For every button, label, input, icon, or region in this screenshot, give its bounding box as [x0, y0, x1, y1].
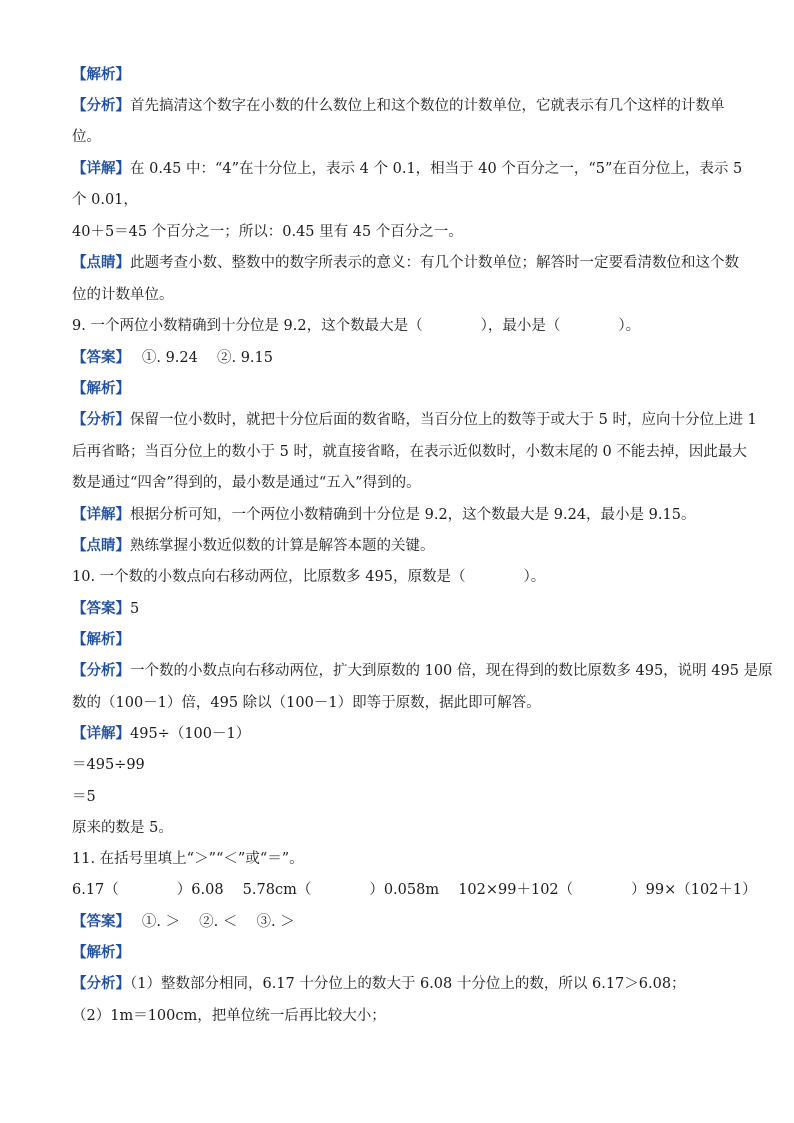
section-tag: 【解析】 [72, 380, 130, 397]
line-text: （2）1m＝100cm，把单位统一后再比较大小； [72, 1008, 386, 1024]
text-line [72, 974, 732, 994]
section-tag: 【点睛】 [72, 254, 130, 271]
text-line [72, 253, 739, 273]
line-text: ＝495÷99 [72, 757, 145, 773]
line-text: ＝5 [72, 789, 96, 805]
section-tag: 【分析】 [72, 97, 130, 114]
text-line [72, 567, 732, 587]
text-line [72, 96, 732, 116]
text-line [72, 724, 732, 744]
section-tag: 【答案】 [72, 349, 123, 366]
text-line [72, 316, 732, 336]
section-tag: 【解析】 [72, 944, 130, 961]
line-text: 首先搞清这个数字在小数的什么数位上和这个数位的计数单位，它就表示有几个这样的计数单 [130, 98, 725, 114]
text-line [72, 190, 732, 210]
text-line [72, 536, 732, 556]
section-tag: 【解析】 [72, 631, 130, 648]
line-text: 数的（100－1）倍，495 除以（100－1）即等于原数，据此即可解答。 [72, 695, 541, 711]
line-text: 40＋5＝45 个百分之一；所以：0.45 里有 45 个百分之一。 [72, 224, 463, 240]
text-line [72, 787, 732, 807]
line-text: 位的计数单位。 [72, 287, 174, 303]
text-line [72, 442, 747, 462]
text-line [72, 880, 757, 900]
line-text: 9. 一个两位小数精确到十分位是 9.2，这个数最大是（ ），最小是（ ）。 [72, 318, 641, 334]
text-line [72, 505, 732, 525]
text-line [72, 912, 732, 932]
line-text: 在 0.45 中：“4”在十分位上，表示 4 个 0.1，相当于 40 个百分之一，“5”在百分位上，表示 5 [130, 161, 743, 177]
line-text: ①. 9.24 ②. 9.15 [122, 350, 273, 366]
line-text: 个 0.01， [72, 192, 138, 208]
line-text: 熟练掌握小数近似数的计算是解答本题的关键。 [130, 538, 435, 554]
line-text: 原来的数是 5。 [72, 820, 173, 836]
line-text: 6.17（ ）6.08 5.78cm（ ）0.058m 102×99＋102（ ）99×（102＋1） [72, 882, 757, 898]
line-text: 此题考查小数、整数中的数字所表示的意义：有几个计数单位；解答时一定要看清数位和这个数 [130, 255, 739, 271]
section-tag: 【详解】 [72, 506, 130, 523]
line-text: 根据分析可知，一个两位小数精确到十分位是 9.2，这个数最大是 9.24，最小是 9.15。 [130, 507, 696, 523]
line-text: 495÷（100－1） [130, 726, 251, 742]
text-line [72, 379, 732, 399]
section-tag: 【分析】 [72, 662, 130, 679]
line-text: （1）整数部分相同，6.17 十分位上的数大于 6.08 十分位上的数，所以 6.17＞6.08； [130, 976, 686, 992]
section-tag: 【分析】 [72, 411, 130, 428]
line-text: 保留一位小数时，就把十分位后面的数省略，当百分位上的数等于或大于 5 时，应向十分位上进 1 [130, 412, 757, 428]
text-line [72, 693, 732, 713]
text-line [72, 410, 757, 430]
line-text: 数是通过“四舍”得到的，最小数是通过“五入”得到的。 [72, 475, 421, 491]
text-line [72, 159, 743, 179]
text-line [72, 222, 732, 242]
line-text: 后再省略；当百分位上的数小于 5 时，就直接省略，在表示近似数时，小数末尾的 0 不能去掉，因此最大 [72, 444, 747, 460]
line-text: 位。 [72, 129, 101, 145]
text-line [72, 599, 732, 619]
line-text: 一个数的小数点向右移动两位，扩大到原数的 100 倍，现在得到的数比原数多 495，说明 495 是原 [130, 663, 773, 679]
text-line [72, 473, 732, 493]
text-line [72, 661, 773, 681]
text-line [72, 630, 732, 650]
line-text: 11. 在括号里填上“＞”“＜”或“＝”。 [72, 851, 304, 867]
section-tag: 【详解】 [72, 725, 130, 742]
line-text: 5 [130, 601, 140, 617]
text-line [72, 285, 732, 305]
section-tag: 【详解】 [72, 160, 130, 177]
section-tag: 【答案】 [72, 600, 130, 617]
line-text: ①. ＞ ②. ＜ ③. ＞ [122, 914, 295, 930]
section-tag: 【点睛】 [72, 537, 130, 554]
text-line [72, 127, 732, 147]
text-line [72, 755, 732, 775]
text-line [72, 943, 732, 963]
text-line [72, 818, 732, 838]
section-tag: 【答案】 [72, 913, 123, 930]
line-text: 10. 一个数的小数点向右移动两位，比原数多 495，原数是（ ）。 [72, 569, 546, 585]
text-line [72, 849, 732, 869]
text-line [72, 1006, 732, 1026]
section-tag: 【分析】 [72, 975, 130, 992]
text-line [72, 65, 732, 85]
text-line [72, 348, 732, 368]
section-tag: 【解析】 [72, 66, 130, 83]
